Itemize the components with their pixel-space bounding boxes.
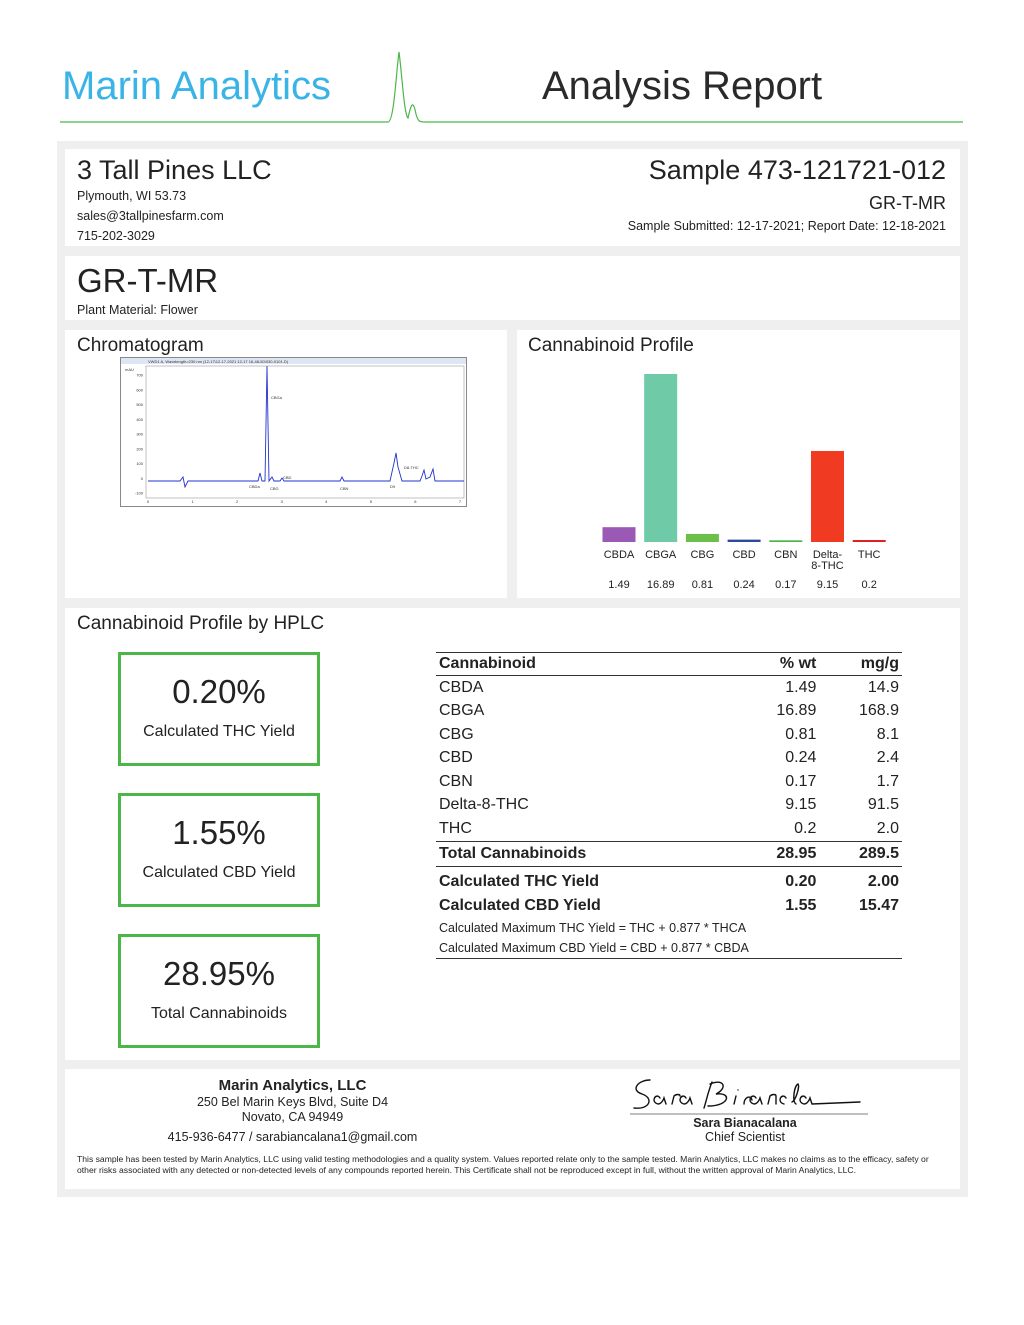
category-label: CBDA	[603, 549, 635, 561]
bar-cbda	[603, 527, 636, 542]
formula-thc: Calculated Maximum THC Yield = THC + 0.877 * THCA	[439, 920, 747, 935]
brand-name: Marin Analytics	[62, 64, 331, 108]
category-label: Delta-8-THC	[811, 549, 844, 572]
category-label: CBN	[774, 549, 798, 561]
value-label: 0.81	[691, 579, 714, 591]
total-row	[436, 841, 902, 866]
thc-yield-row	[436, 866, 902, 894]
row-name: THC	[439, 819, 472, 837]
row-mg: 2.4	[876, 749, 899, 767]
peak-cbga: CBGa	[271, 395, 282, 400]
formula-cbd-row	[436, 938, 902, 959]
cbd-yield-row	[436, 894, 902, 918]
signatory-title: Chief Scientist	[705, 1130, 785, 1144]
row-wt: 16.89	[776, 702, 817, 720]
row-wt: 9.15	[785, 796, 817, 814]
thc-yield-label: Calculated THC Yield	[143, 723, 295, 740]
chrom-xtick: 1	[191, 499, 194, 504]
chrom-ytick: 400	[136, 416, 143, 422]
cbd-yield-mg: 15.47	[858, 896, 899, 914]
chrom-xtick: 7	[458, 499, 462, 504]
peak-cbda: CBDa	[249, 484, 260, 489]
lab-address-1: 250 Bel Marin Keys Blvd, Suite D4	[196, 1095, 389, 1109]
chrom-yunit: mAU	[125, 367, 134, 372]
row-wt: 0.24	[785, 749, 817, 767]
chrom-ytick: 0	[140, 475, 143, 481]
chrom-ytick: 200	[136, 446, 143, 452]
row-wt: 0.81	[785, 725, 817, 743]
cbd-yield-label: Calculated CBD Yield	[142, 864, 296, 881]
bar-thc	[853, 540, 886, 542]
chrom-ytick: 100	[136, 461, 143, 466]
row-mg: 14.9	[867, 678, 899, 696]
lab-name: Marin Analytics, LLC	[218, 1077, 367, 1094]
formula-thc-row	[436, 918, 902, 938]
total-wt: 28.95	[737, 841, 820, 866]
disclaimer-text: This sample has been tested by Marin Analytics, LLC using valid testing methodologies and a quality system. Values reported relate only to the sample tested. Marin Analytics, LLC makes no claims as to the efficacy, safety or other risks associated with any detected or non-detected levels of any compounds reported herein. This Certificate shall not be reproduced except in full, without the written approval of Marin Analytics, LLC.	[77, 1154, 929, 1175]
bar-cbn	[769, 540, 802, 542]
row-mg: 168.9	[858, 702, 899, 720]
row-wt: 0.2	[794, 819, 817, 837]
table-row	[436, 817, 902, 841]
chrom-ytick: 700	[136, 372, 143, 378]
chromatogram-title: Chromatogram	[77, 335, 204, 356]
signatory-name: Sara Bianacalana	[693, 1116, 797, 1130]
peak-d9: D9	[390, 484, 396, 489]
bar-cbga	[644, 374, 677, 542]
row-name: CBN	[439, 772, 473, 790]
cbd-yield-name: Calculated CBD Yield	[439, 896, 601, 914]
bar-delta-8-thc	[811, 451, 844, 542]
profile-title: Cannabinoid Profile	[528, 335, 694, 356]
thc-yield-card	[118, 652, 320, 766]
value-label: 0.24	[733, 579, 755, 591]
chrom-xtick: 0	[146, 499, 150, 504]
chrom-ytick: 600	[136, 387, 143, 393]
col-cannabinoid: Cannabinoid	[436, 653, 737, 676]
thc-yield-mg: 2.00	[867, 873, 899, 891]
report-title: Analysis Report	[542, 64, 823, 108]
category-label: CBGA	[645, 549, 677, 561]
formula-cbd: Calculated Maximum CBD Yield = CBD + 0.877 * CBDA	[436, 938, 902, 959]
peak-cbg: CBG	[270, 486, 279, 491]
chrom-xtick: 6	[414, 499, 417, 504]
cbd-yield-wt: 1.55	[785, 896, 817, 914]
bar-cbd	[728, 540, 761, 542]
row-mg: 91.5	[867, 796, 899, 814]
sample-code: GR-T-MR	[869, 193, 946, 213]
chrom-ytick: -100	[134, 490, 143, 496]
category-label: CBG	[690, 549, 715, 561]
chrom-header: VWD1 A, Wavelength=230 nm (12-17\12-17-2021 12-17 16-48-50\030-0101.D)	[148, 359, 289, 364]
value-label: 16.89	[646, 579, 675, 591]
cannabinoid-bar-chart	[580, 360, 910, 592]
row-name: CBD	[439, 749, 473, 767]
sample-dates: Sample Submitted: 12-17-2021; Report Date: 12-18-2021	[627, 219, 946, 233]
product-name: GR-T-MR	[77, 262, 219, 299]
header-peak-line	[0, 44, 1024, 134]
signature-image	[620, 1072, 870, 1118]
client-address: Plymouth, WI 53.73	[77, 189, 187, 203]
row-wt: 1.49	[785, 678, 817, 696]
category-label: THC	[857, 549, 881, 561]
value-label: 9.15	[816, 579, 839, 591]
value-label: 0.2	[861, 579, 877, 591]
row-name: CBG	[439, 725, 474, 743]
total-cannabinoids-label: Total Cannabinoids	[150, 1005, 288, 1022]
thc-yield-value: 0.20%	[172, 673, 266, 710]
row-name: CBDA	[439, 678, 484, 696]
table-row	[436, 747, 902, 771]
cannabinoid-table	[436, 652, 902, 959]
cbd-yield-value: 1.55%	[172, 814, 266, 851]
chrom-ytick: 300	[136, 431, 143, 437]
bar-cbg	[686, 534, 719, 542]
chrom-ytick: 500	[136, 402, 143, 407]
hplc-title: Cannabinoid Profile by HPLC	[77, 613, 325, 634]
client-phone: 715-202-3029	[77, 229, 155, 243]
table-row	[436, 676, 902, 700]
lab-address-2: Novato, CA 94949	[241, 1110, 344, 1124]
table-row	[436, 794, 902, 818]
col-mg: mg/g	[819, 653, 902, 676]
row-name: CBGA	[439, 702, 485, 720]
client-name: 3 Tall Pines LLC	[77, 155, 272, 185]
chrom-xtick: 4	[325, 499, 328, 504]
total-cannabinoids-card	[118, 934, 320, 1048]
chrom-xtick: 3	[280, 499, 283, 504]
client-email: sales@3tallpinesfarm.com	[77, 209, 224, 223]
product-type: Plant Material: Flower	[77, 303, 198, 317]
chrom-xtick: 2	[236, 499, 239, 504]
table-header-row	[436, 653, 902, 676]
thc-yield-wt: 0.20	[785, 873, 817, 891]
thc-yield-name: Calculated THC Yield	[439, 873, 600, 891]
value-label: 1.49	[608, 579, 630, 591]
row-wt: 0.17	[785, 772, 817, 790]
cbd-yield-card	[118, 793, 320, 907]
table-row	[436, 770, 902, 794]
chromatogram-image	[120, 357, 467, 507]
table-row	[436, 723, 902, 747]
row-mg: 2.0	[876, 819, 899, 837]
col-wt: % wt	[737, 653, 820, 676]
peak-cbn: CBN	[340, 486, 349, 491]
value-label: 0.17	[775, 579, 797, 591]
row-name: Delta-8-THC	[439, 796, 529, 814]
total-name: Total Cannabinoids	[436, 841, 737, 866]
total-mg: 289.5	[819, 841, 902, 866]
lab-contact: 415-936-6477 / sarabiancalana1@gmail.com	[167, 1130, 418, 1144]
sample-id: Sample 473-121721-012	[648, 155, 946, 185]
peak-cbd: CBD	[283, 475, 292, 480]
category-label: CBD	[732, 549, 756, 561]
peak-d8thc: D8-THC	[404, 465, 419, 470]
chrom-xtick: 5	[369, 499, 372, 504]
row-mg: 8.1	[876, 725, 899, 743]
table-row	[436, 700, 902, 724]
total-cannabinoids-value: 28.95%	[163, 955, 275, 992]
row-mg: 1.7	[876, 772, 899, 790]
